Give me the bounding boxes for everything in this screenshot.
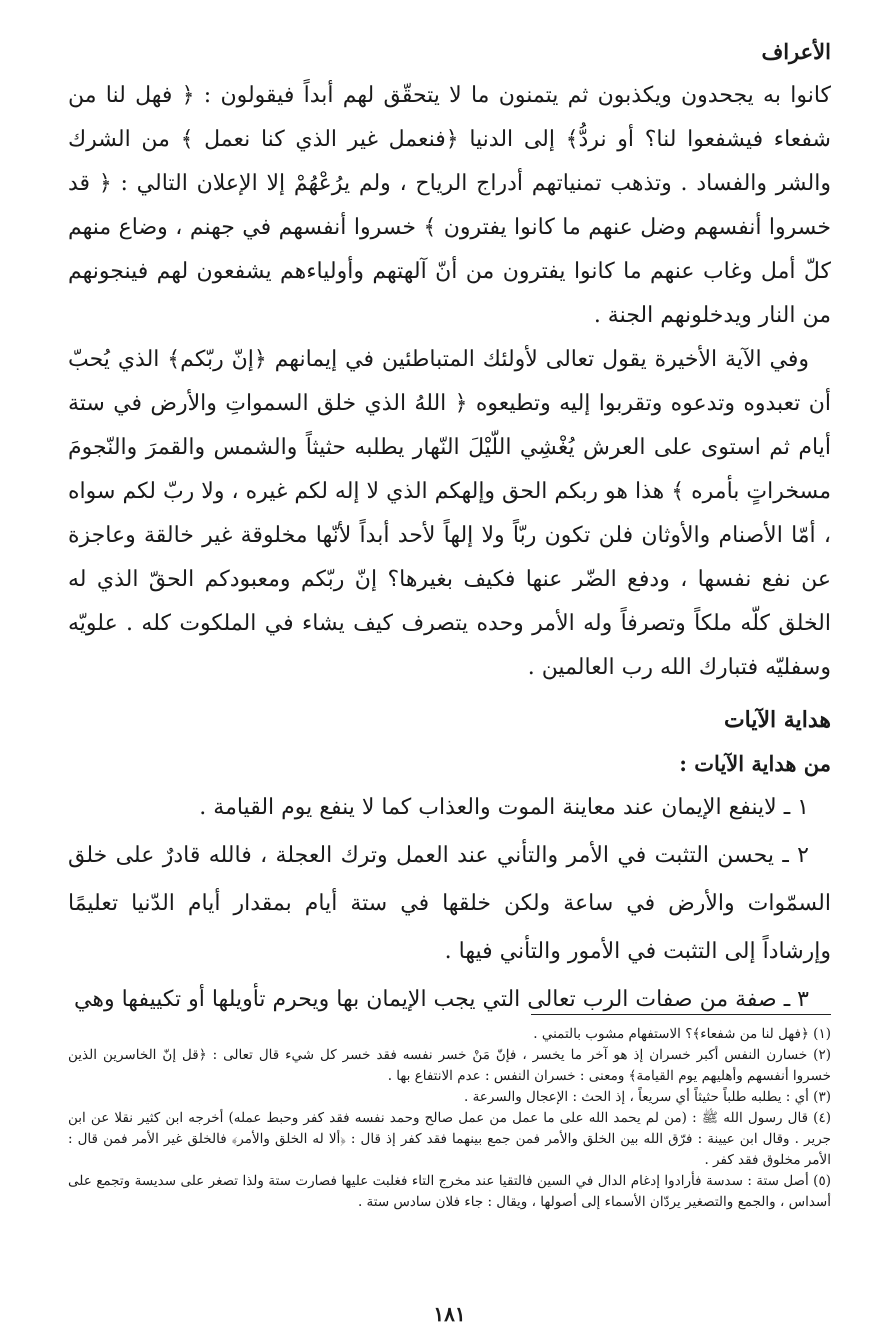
footnotes (68, 1024, 831, 1213)
guidance-item: ٣ ـ صفة من صفات الرب تعالى التي يجب الإيمان بها ويحرم تأويلها أو تكييفها وهي (74, 987, 809, 1012)
footnote-divider (531, 1014, 831, 1015)
footnote: (٤) قال رسول الله ﷺ : (من لم يحمد الله على ما عمل من عمل صالح وحمد نفسه فقد كفر وحبط عمله) أخرجه ابن كثير نقلا عن ابن جرير . وقال ابن عيينة : فرّق الله بين الخلق والأمر فمن جمع بينهما فقد كفر إذ قال : ﴿ألا له الخلق والأمر﴾ فالخلق غير الأمر فمن قال : الأمر مخلوق فقد كفر . (68, 1110, 831, 1168)
section-heading: هداية الآيات (723, 707, 831, 733)
footnote: (٣) أي : يطلبه طلباً حثيثاً أي سريعاً ، إذ الحث : الإعجال والسرعة . (463, 1089, 831, 1105)
commentary-paragraph: وفي الآية الأخيرة يقول تعالى لأولئك المتباطئين في إيمانهم ﴿إنّ ربّكم﴾ الذي يُحبّ أن تعبدوه وتدعوه وتقربوا إليه وتطيعوه ﴿ اللهُ الذي خلق السمواتِ والأرض في ستة أيام ثم استوى على العرش يُغْشِي اللّيْلَ النّهار يطلبه حثيثاً والشمس والقمرَ والنّجومَ مسخراتٍ بأمره ﴾ هذا هو ربكم الحق وإلهكم الذي لا إله لكم غيره ، ولا ربّ لكم سواه ، أمّا الأصنام والأوثان فلن تكون ربّاً ولا إلهاً لأحد أبداً لأنّها مخلوقة غير خالقة وعاجزة عن نفع نفسها ، ودفع الضّر عنها فكيف بغيرها؟ إنّ ربّكم ومعبودكم الحقّ الذي له الخلق كلّه ملكاً وتصرفاً وله الأمر وحده يتصرف كيف يشاء في الملكوت كله . علويّه وسفليّه فتبارك الله رب العالمين . (68, 347, 831, 680)
page (68, 30, 831, 1326)
commentary-body (68, 74, 831, 690)
page-number: ١٨١ (433, 1302, 466, 1326)
section-subheading: من هداية الآيات : (679, 751, 831, 776)
footnote: (٥) أصل ستة : سدسة فأرادوا إدغام الدال في السين فالتقيا عند مخرج التاء فغلبت عليها فصارت ستة ولذا تصغر على سديسة وتجمع على أسداس ، والجمع والتصغير يردّان الأسماء إلى أصولها ، ويقال : جاء فلان سادس ستة . (68, 1173, 831, 1210)
commentary-paragraph: كانوا به يجحدون ويكذبون ثم يتمنون ما لا يتحقّق لهم أبداً فيقولون : ﴿ فهل لنا من شفعاء فيشفعوا لنا؟ أو نردُّ﴾ إلى الدنيا ﴿فنعمل غير الذي كنا نعمل ﴾ من الشرك والشر والفساد . وتذهب تمنياتهم أدراج الرياح ، ولم يرُعْهُمْ إلا الإعلان التالي : ﴿ قد خسروا أنفسهم وضل عنهم ما كانوا يفترون ﴾ خسروا أنفسهم في جهنم ، وضاع منهم كلّ أمل وغاب عنهم ما كانوا يفترون من أنّ آلهتهم وأولياءهم يشفعون لهم فينجونهم من النار ويدخلونهم الجنة . (68, 83, 831, 328)
guidance-item: ١ ـ لاينفع الإيمان عند معاينة الموت والعذاب كما لا ينفع يوم القيامة . (199, 795, 809, 820)
footnote: (١) ﴿فهل لنا من شفعاء﴾؟ الاستفهام مشوب بالتمني . (533, 1026, 831, 1042)
surah-title: الأعراف (761, 39, 831, 64)
guidance-item: ٢ ـ يحسن التثبت في الأمر والتأني عند العمل وترك العجلة ، فالله قادرٌ على خلق السمّوات والأرض في ساعة ولكن خلقها في ستة أيام بمقدار أيام الدّنيا تعليمًا وإرشاداً إلى التثبت في الأمور والتأني فيها . (68, 843, 831, 964)
footnote: (٢) خسارن النفس أكبر خسران إذ هو آخر ما يخسر ، فإنّ مَنْ خسر نفسه فقد خسر كل شيء قال تعالى : ﴿قل إنّ الخاسرين الذين خسروا أنفسهم وأهليهم يوم القيامة﴾ ومعنى : خسران النفس : عدم الانتفاع بها . (68, 1047, 831, 1084)
guidance-list (68, 784, 831, 1024)
